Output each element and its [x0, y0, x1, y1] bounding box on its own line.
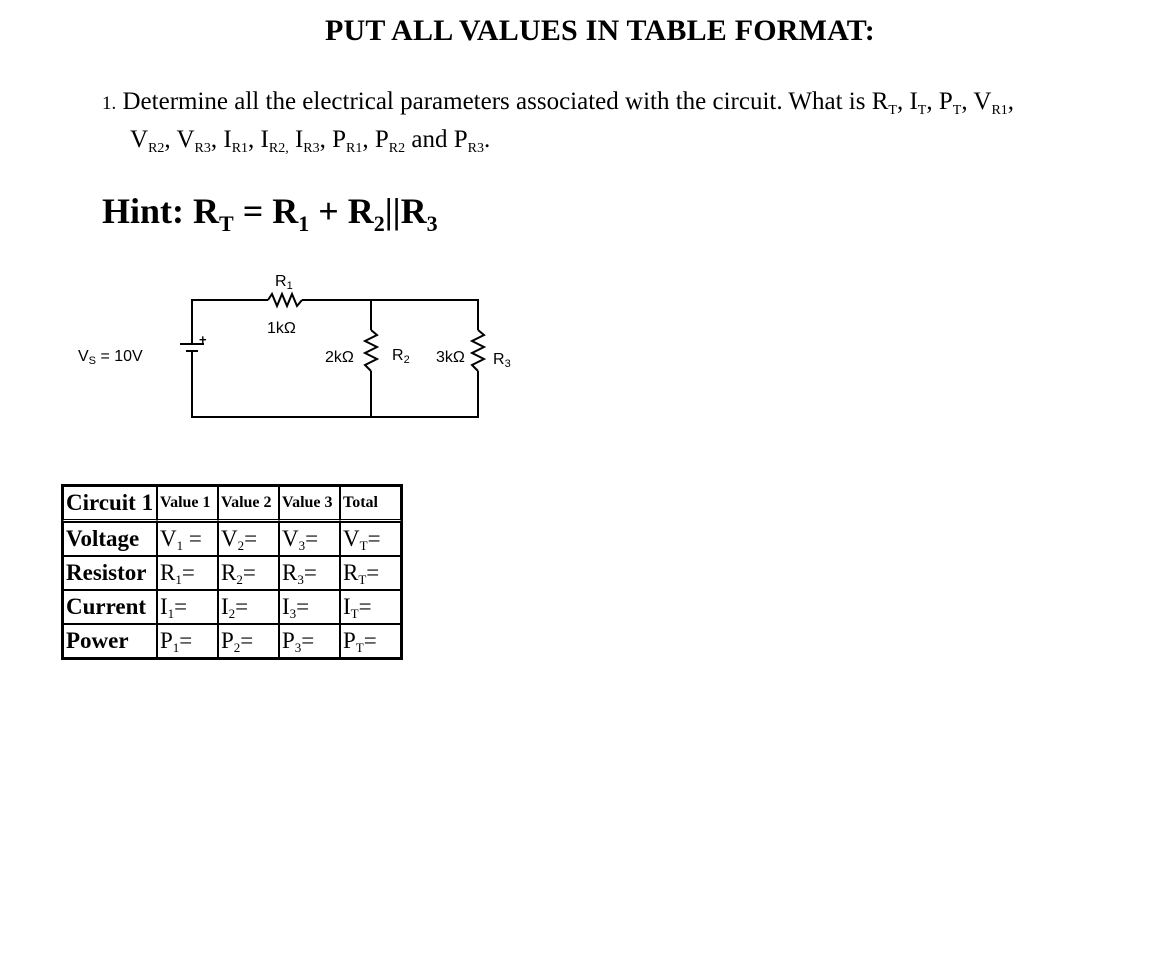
- hint-term: $R_1$: [272, 191, 310, 236]
- question-symbol: $P_{R3}$.: [453, 126, 491, 156]
- resistor-r2-symbol: [365, 330, 377, 371]
- cell-symbol: $I_2=$: [221, 594, 249, 621]
- hint-term: $R_T$: [193, 191, 234, 236]
- cell-symbol: $V_2=$: [221, 526, 258, 553]
- cell-symbol: $R_1=$: [160, 560, 195, 587]
- table-cell: [340, 624, 401, 658]
- r1-value: 1kΩ: [267, 320, 296, 337]
- resistor-r3-symbol: [472, 330, 484, 371]
- r2-value: 2kΩ: [325, 349, 354, 366]
- question-line-1: [102, 84, 1172, 122]
- question-symbol: $P_{R1}$,: [332, 126, 375, 156]
- table-cell: [279, 556, 340, 590]
- column-header: Value 3: [279, 486, 340, 522]
- table-cell: [218, 624, 279, 658]
- question-symbol: $P_{R2}$ and: [374, 126, 454, 156]
- question-symbol: $V_{R1}$,: [973, 88, 1015, 118]
- page-title: PUT ALL VALUES IN TABLE FORMAT:: [325, 14, 875, 47]
- table-cell: [279, 590, 340, 624]
- hint-term: +: [309, 191, 348, 231]
- table-cell: [218, 522, 279, 556]
- question-symbol: $V_{R3}$,: [176, 126, 224, 156]
- table-row: [63, 556, 401, 590]
- column-header: Total: [340, 486, 401, 522]
- row-header: Current: [63, 590, 157, 624]
- cell-symbol: $R_T=$: [343, 560, 380, 587]
- wire-top: [302, 300, 478, 330]
- hint-term: $R_3$: [400, 191, 438, 236]
- table-cell: [157, 624, 218, 658]
- values-table: [61, 484, 403, 660]
- cell-symbol: $I_1=$: [160, 594, 188, 621]
- question-symbols-line-1: [871, 88, 1015, 118]
- wire-r3-bottom: [371, 371, 478, 417]
- question-symbol: $V_{R2}$,: [130, 126, 177, 156]
- cell-symbol: $R_2=$: [221, 560, 256, 587]
- table-row: [63, 522, 401, 556]
- question-1: [102, 84, 1172, 158]
- cell-symbol: $V_T=$: [343, 526, 381, 553]
- table-cell: [157, 590, 218, 624]
- table-cell: [157, 556, 218, 590]
- column-header: Value 1: [157, 486, 218, 522]
- question-text: Determine all the electrical parameters associated with the circuit. What is: [122, 88, 872, 115]
- row-header: Resistor: [63, 556, 157, 590]
- table-cell: [279, 624, 340, 658]
- hint-expression: [193, 191, 438, 236]
- question-symbol: $P_T$,: [938, 88, 974, 118]
- row-header: Voltage: [63, 522, 157, 556]
- circuit-diagram: [70, 265, 540, 430]
- question-symbol: $I_{R1}$,: [223, 126, 261, 156]
- column-header: Value 2: [218, 486, 279, 522]
- cell-symbol: $I_T=$: [343, 594, 372, 621]
- cell-symbol: $P_3=$: [282, 628, 315, 655]
- hint-term: =: [233, 191, 273, 231]
- table-corner-header: Circuit 1: [63, 486, 157, 522]
- cell-symbol: $P_2=$: [221, 628, 254, 655]
- hint-term: $R_2$: [347, 191, 385, 236]
- cell-symbol: $V_1$ =: [160, 526, 202, 553]
- source-label: VS = 10V: [78, 348, 143, 367]
- battery-plus: +: [199, 332, 207, 347]
- cell-symbol: $I_3=$: [282, 594, 310, 621]
- cell-symbol: $R_3=$: [282, 560, 317, 587]
- table-cell: [340, 522, 401, 556]
- r1-label: R1: [275, 273, 293, 292]
- question-symbol: $I_T$,: [909, 88, 939, 118]
- resistor-r1-symbol: [268, 294, 302, 306]
- question-symbol: $I_{R2,}$: [260, 126, 289, 156]
- question-symbols-line-2: [102, 122, 1172, 158]
- table-cell: [340, 590, 401, 624]
- cell-symbol: $V_3=$: [282, 526, 319, 553]
- table-cell: [279, 522, 340, 556]
- r2-label: R2: [392, 347, 410, 366]
- question-number: 1.: [102, 93, 117, 114]
- hint-term: ||: [384, 191, 401, 231]
- r3-value: 3kΩ: [436, 349, 465, 366]
- table-row: [63, 590, 401, 624]
- hint-formula: [102, 190, 438, 236]
- table-cell: [218, 556, 279, 590]
- table-cell: [218, 590, 279, 624]
- table-cell: [340, 556, 401, 590]
- row-header: Power: [63, 624, 157, 658]
- hint-label: Hint:: [102, 191, 194, 231]
- question-symbol: $I_{R3}$,: [294, 126, 333, 156]
- table-header-row: [63, 486, 401, 522]
- cell-symbol: $P_T=$: [343, 628, 377, 655]
- table-row: [63, 624, 401, 658]
- cell-symbol: $P_1=$: [160, 628, 193, 655]
- r3-label: R3: [493, 351, 511, 370]
- question-symbol: $R_T$,: [871, 88, 910, 118]
- table-cell: [157, 522, 218, 556]
